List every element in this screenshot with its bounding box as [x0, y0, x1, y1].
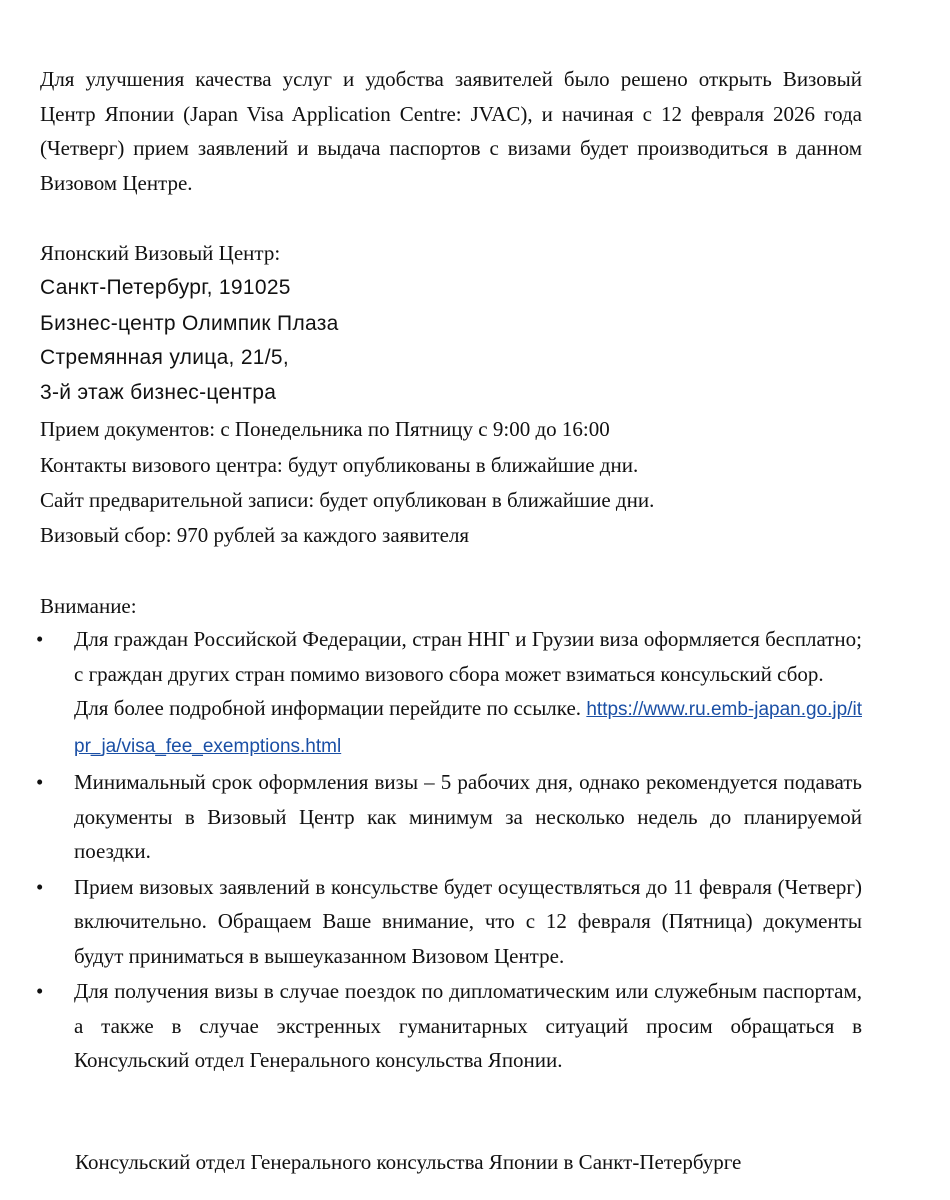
- visa-fee-info: Визовый сбор: 970 рублей за каждого заявителя: [40, 523, 470, 547]
- visa-center-label: Японский Визовый Центр:: [40, 241, 281, 265]
- intro-paragraph: Для улучшения качества услуг и удобства заявителей было решено открыть Визовый Центр Японии (Japan Visa Application Centre: JVAC), и начиная с 12 февраля 2026 года (Четверг) прием заявлений и выдача паспортов с визами будет производиться в данном Визовом Центре.: [40, 67, 862, 195]
- bullet-icon: •: [36, 627, 44, 651]
- address-city: Санкт-Петербург, 191025: [40, 276, 291, 299]
- list-item-text: Прием визовых заявлений в консульстве будет осуществляться до 11 февраля (Четверг) включительно. Обращаем Ваше внимание, что с 12 февраля (Пятница) документы будут приниматься в вышеуказанном Визовом Центре.: [74, 874, 862, 968]
- visa-fee-exemptions-link[interactable]: https://www.ru.emb-japan.go.jp/itpr_ja/visa_fee_exemptions.html: [74, 699, 862, 757]
- address-building: Бизнес-центр Олимпик Плаза: [40, 312, 339, 335]
- address-floor: 3-й этаж бизнес-центра: [40, 381, 277, 404]
- more-info-line: [74, 691, 862, 764]
- attention-heading: Внимание:: [40, 594, 137, 618]
- list-item: [36, 622, 862, 764]
- bullet-icon: •: [36, 770, 44, 794]
- list-item: [36, 974, 862, 1078]
- bullet-icon: •: [36, 874, 44, 899]
- attention-list: [36, 622, 862, 1078]
- list-item-text: Для получения визы в случае поездок по дипломатическим или служебным паспортам, а также в случае экстренных гуманитарных ситуаций просим обращаться в Консульский отдел Генерального консульства Японии.: [74, 979, 862, 1072]
- bullet-icon: •: [36, 979, 44, 1003]
- contacts-info: Контакты визового центра: будут опубликованы в ближайшие дни.: [40, 453, 639, 477]
- office-hours: Прием документов: с Понедельника по Пятницу с 9:00 до 16:00: [40, 417, 610, 441]
- list-item: [36, 870, 862, 974]
- more-info-text: Для более подробной информации перейдите по ссылке.: [74, 696, 582, 720]
- list-item: [36, 765, 862, 869]
- list-item-text: Для граждан Российской Федерации, стран ННГ и Грузии виза оформляется бесплатно; с граждан других стран помимо визового сбора может взиматься консульский сбор.: [74, 627, 862, 686]
- signature: Консульский отдел Генерального консульства Японии в Санкт-Петербурге: [75, 1150, 742, 1174]
- list-item-text: Минимальный срок оформления визы – 5 рабочих дня, однако рекомендуется подавать документы в Визовый Центр как минимум за несколько недель до планируемой поездки.: [74, 770, 862, 863]
- address-street: Стремянная улица, 21/5,: [40, 346, 290, 369]
- booking-site-info: Сайт предварительной записи: будет опубликован в ближайшие дни.: [40, 488, 655, 512]
